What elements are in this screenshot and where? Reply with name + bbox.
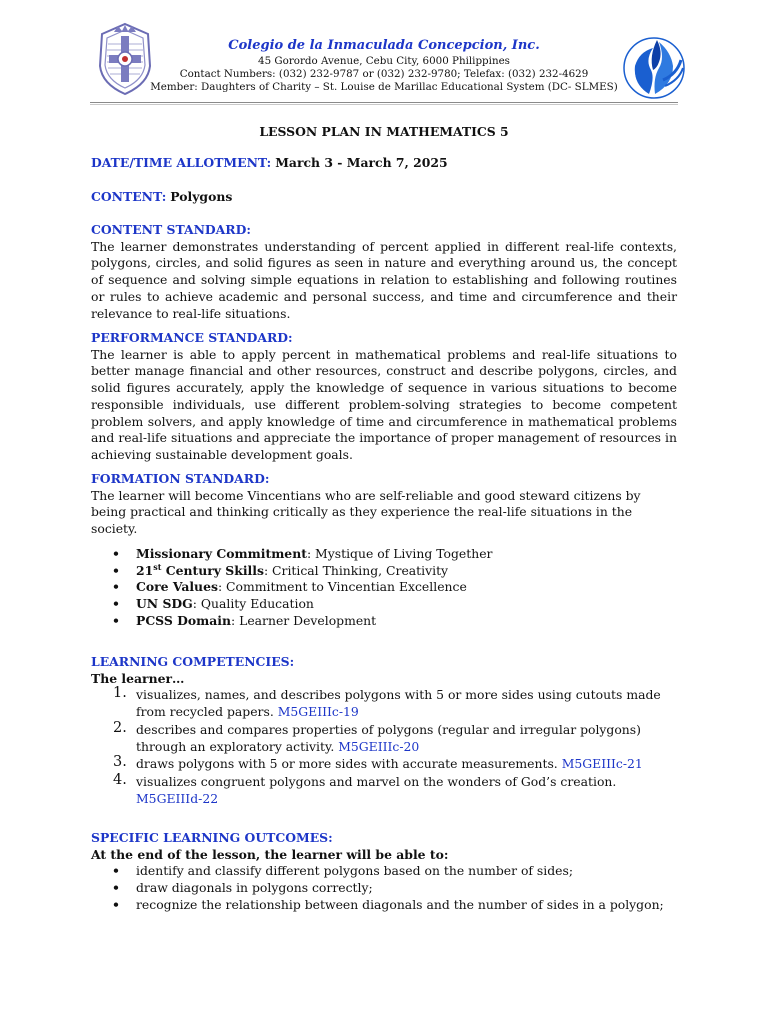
content-standard-text: The learner demonstrates understanding of percent applied in different real-life contexts, polygons, circles, and solid figures as seen in nature and everything around us, the concept of sequence and solving simple equations in relation to establishing and following routines or rules to achieve academic and personal success, and time and circumference and their relevance to real-life situations. <box>91 238 677 321</box>
content-standard-label: CONTENT STANDARD: <box>91 222 251 237</box>
formation-standard-section <box>91 471 677 629</box>
content-standard-section <box>91 222 677 322</box>
list-item: 4. visualizes congruent polygons and marvel on the wonders of God’s creation. M5GEIIId-22 <box>113 771 617 806</box>
learning-competencies-label: LEARNING COMPETENCIES: <box>91 654 295 669</box>
competency-code: M5GEIIId-22 <box>136 790 219 806</box>
content-value: Polygons <box>170 189 233 204</box>
formation-standard-label: FORMATION STANDARD: <box>91 471 270 486</box>
bullet-icon: • <box>112 545 120 561</box>
outcomes-list <box>91 863 677 913</box>
school-name: Colegio de la Inmaculada Concepcion, Inc. <box>228 38 540 53</box>
school-contact: Contact Numbers: (032) 232-9787 or (032) 232-9780; Telefax: (032) 232-4629 <box>179 68 589 80</box>
content-label: CONTENT: <box>91 189 167 204</box>
specific-outcomes-section <box>91 830 677 914</box>
date-label: DATE/TIME ALLOTMENT: <box>91 155 272 170</box>
list-item: • Missionary Commitment: Mystique of Living Together <box>112 545 493 561</box>
formation-standard-text: The learner will become Vincentians who are self-reliable and good steward citizens by being practical and thinking critically as they experience the real-life situations in the society. <box>91 487 641 537</box>
list-item: • 21st Century Skills: Critical Thinking, Creativity <box>112 561 449 578</box>
date-value: March 3 - March 7, 2025 <box>275 155 448 170</box>
lesson-plan-title: LESSON PLAN IN MATHEMATICS 5 <box>259 124 509 139</box>
list-item: • recognize the relationship between diagonals and the number of sides in a polygon; <box>112 896 664 912</box>
header-divider-secondary <box>90 104 678 105</box>
specific-outcomes-label: SPECIFIC LEARNING OUTCOMES: <box>91 830 333 845</box>
learning-competencies-intro: The learner… <box>91 670 185 686</box>
performance-standard-label: PERFORMANCE STANDARD: <box>91 330 293 345</box>
charity-flame-logo-icon <box>619 30 689 104</box>
content-line <box>91 189 677 206</box>
bullet-icon: • <box>112 595 120 611</box>
bullet-icon: • <box>112 863 120 879</box>
date-allotment <box>91 155 677 172</box>
list-item: • identify and classify different polygons based on the number of sides; <box>112 863 574 879</box>
competency-code: M5GEIIIc-21 <box>561 756 643 772</box>
list-item: 3. draws polygons with 5 or more sides with accurate measurements. M5GEIIIc-21 <box>113 754 643 772</box>
list-item: • Core Values: Commitment to Vincentian Excellence <box>112 579 467 595</box>
learning-competencies-section <box>91 654 677 808</box>
performance-standard-text: The learner is able to apply percent in mathematical problems and real-life situations to better manage financial and other resources, construct and describe polygons, circles, and solid figures accurately, apply the knowledge of sequence in various situations to become responsible individuals, use different problem-solving strategies to become competent problem solvers, and apply knowledge of time and circumference in mathematical problems and real-life situations and appreciate the importance of proper management of resources in achieving sustainable development goals. <box>91 346 677 462</box>
list-item: 2. describes and compares properties of polygons (regular and irregular polygons) through an exploratory activity. M5GEIIIc-20 <box>113 719 641 754</box>
bullet-icon: • <box>112 562 120 578</box>
competency-code: M5GEIIIc-20 <box>338 738 420 754</box>
list-item: 1. visualizes, names, and describes polygons with 5 or more sides using cutouts made from recycled papers. M5GEIIIc-19 <box>113 685 661 720</box>
school-membership: Member: Daughters of Charity – St. Louise de Marillac Educational System (DC- SLMES) <box>150 81 618 93</box>
competencies-list <box>91 687 677 807</box>
competency-code: M5GEIIIc-19 <box>277 704 359 720</box>
list-item: • draw diagonals in polygons correctly; <box>112 880 373 896</box>
specific-outcomes-intro: At the end of the lesson, the learner will be able to: <box>91 846 449 862</box>
list-item: • PCSS Domain: Learner Development <box>112 612 377 628</box>
performance-standard-section <box>91 330 677 464</box>
bullet-icon: • <box>112 896 120 912</box>
bullet-icon: • <box>112 579 120 595</box>
bullet-icon: • <box>112 612 120 628</box>
list-item: • UN SDG: Quality Education <box>112 595 314 611</box>
school-address: 45 Gorordo Avenue, Cebu City, 6000 Philippines <box>258 55 510 67</box>
formation-list <box>91 546 677 630</box>
bullet-icon: • <box>112 880 120 896</box>
header-divider <box>90 102 678 103</box>
